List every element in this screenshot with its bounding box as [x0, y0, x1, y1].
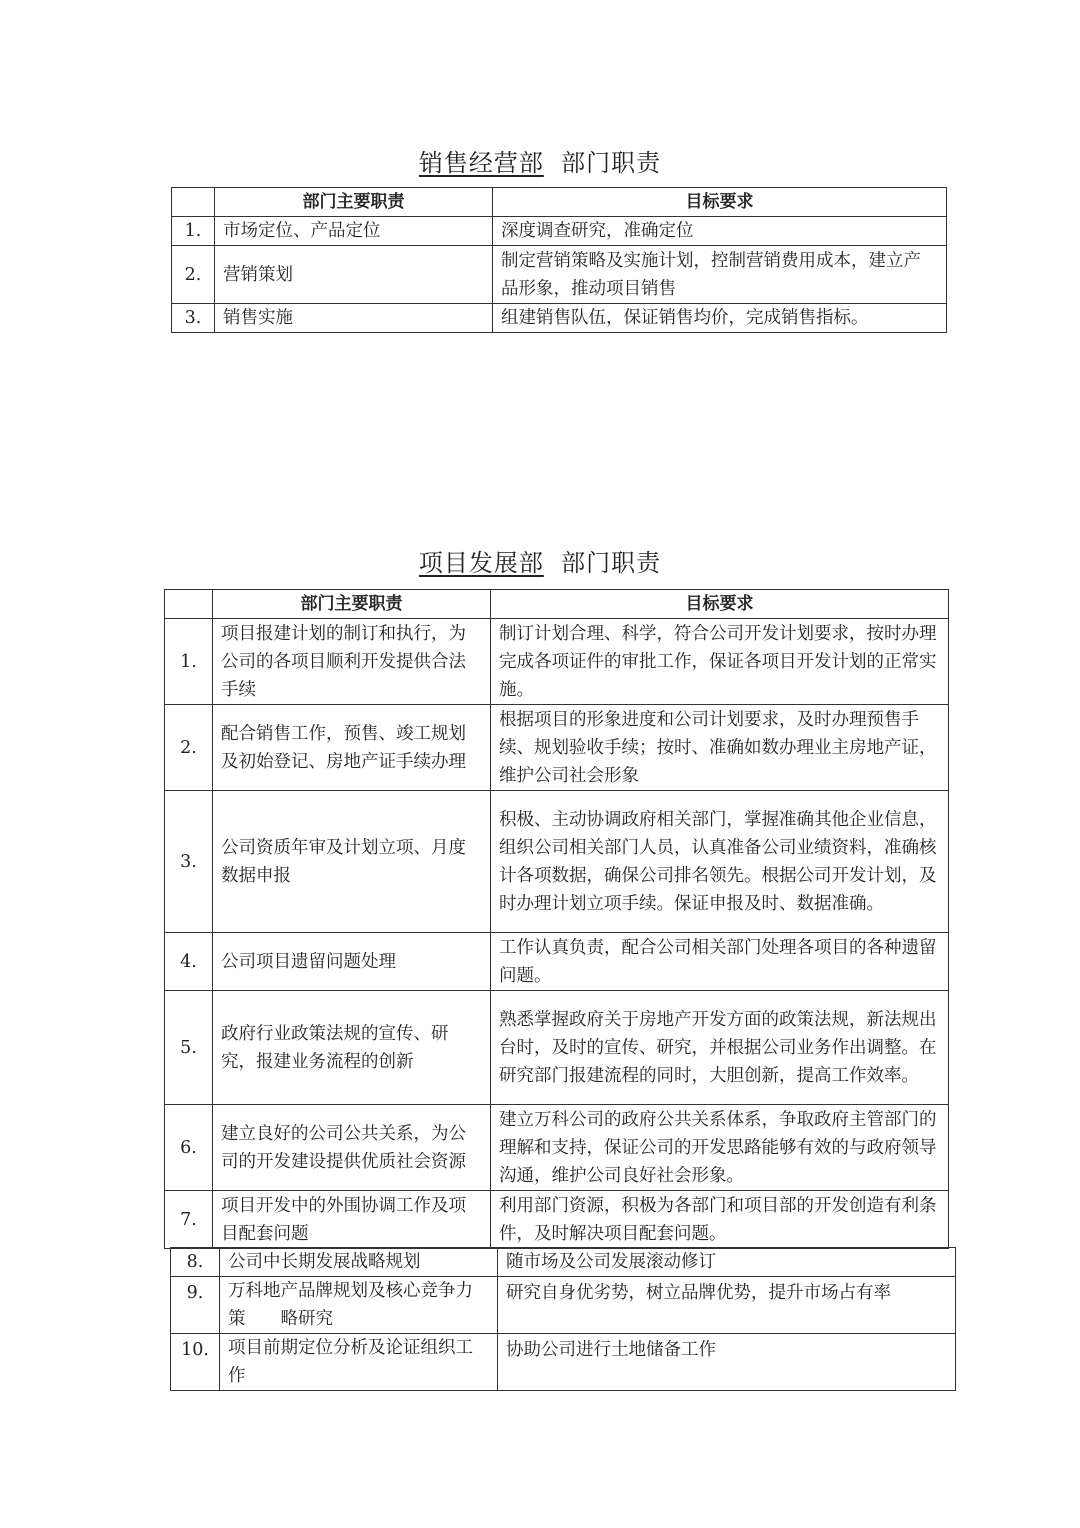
project-development-extra-table	[170, 1247, 956, 1391]
duty-cell: 政府行业政策法规的宣传、研究，报建业务流程的创新	[213, 991, 491, 1105]
table-header-row	[172, 188, 947, 217]
table-row	[171, 1334, 956, 1391]
goal-cell: 利用部门资源，积极为各部门和项目部的开发创造有利条件，及时解决项目配套问题。	[491, 1191, 949, 1249]
header-cell-goal: 目标要求	[493, 188, 947, 217]
row-number: 4.	[165, 933, 213, 991]
section2-title-rest: 部门职责	[561, 549, 662, 577]
row-number: 9.	[171, 1277, 220, 1334]
table-row	[172, 304, 947, 333]
goal-cell: 深度调查研究，准确定位	[493, 217, 947, 246]
goal-cell: 建立万科公司的政府公共关系体系，争取政府主管部门的理解和支持，保证公司的开发思路能够有效的与政府领导沟通，维护公司良好社会形象。	[491, 1105, 949, 1191]
section1-title	[0, 143, 1080, 178]
section2-title-dept: 项目发展部	[418, 549, 544, 577]
duty-cell: 市场定位、产品定位	[215, 217, 493, 246]
row-number: 1.	[172, 217, 215, 246]
table-row	[165, 705, 949, 791]
section1-title-dept: 销售经营部	[418, 149, 544, 177]
section1-title-rest: 部门职责	[561, 149, 662, 177]
header-cell-no	[172, 188, 215, 217]
table-row	[165, 619, 949, 705]
goal-cell: 协助公司进行土地储备工作	[498, 1334, 956, 1391]
table-row	[171, 1277, 956, 1334]
row-number: 3.	[165, 791, 213, 933]
goal-cell: 随市场及公司发展滚动修订	[498, 1248, 956, 1277]
header-cell-no	[165, 590, 213, 619]
duty-cell: 配合销售工作，预售、竣工规划及初始登记、房地产证手续办理	[213, 705, 491, 791]
table-row	[165, 933, 949, 991]
goal-cell: 根据项目的形象进度和公司计划要求，及时办理预售手续、规划验收手续；按时、准确如数办理业主房地产证，维护公司社会形象	[491, 705, 949, 791]
table-row	[172, 246, 947, 304]
header-cell-duty: 部门主要职责	[215, 188, 493, 217]
goal-cell: 组建销售队伍，保证销售均价，完成销售指标。	[493, 304, 947, 333]
duty-cell: 项目前期定位分析及论证组织工作	[220, 1334, 498, 1391]
table-row	[165, 791, 949, 933]
row-number: 3.	[172, 304, 215, 333]
project-development-duties-table	[164, 589, 949, 1249]
table-row	[165, 991, 949, 1105]
row-number: 7.	[165, 1191, 213, 1249]
duty-cell: 建立良好的公司公共关系，为公司的开发建设提供优质社会资源	[213, 1105, 491, 1191]
section2-title	[0, 543, 1080, 578]
duty-cell: 营销策划	[215, 246, 493, 304]
goal-cell: 熟悉掌握政府关于房地产开发方面的政策法规，新法规出台时，及时的宣传、研究，并根据公司业务作出调整。在研究部门报建流程的同时，大胆创新，提高工作效率。	[491, 991, 949, 1105]
duty-cell: 万科地产品牌规划及核心竞争力策 略研究	[220, 1277, 498, 1334]
duty-cell: 销售实施	[215, 304, 493, 333]
sales-duties-table	[171, 187, 947, 333]
row-number: 5.	[165, 991, 213, 1105]
duty-cell: 公司资质年审及计划立项、月度数据申报	[213, 791, 491, 933]
goal-cell: 制订计划合理、科学，符合公司开发计划要求，按时办理完成各项证件的审批工作，保证各项目开发计划的正常实施。	[491, 619, 949, 705]
duty-cell: 项目开发中的外围协调工作及项目配套问题	[213, 1191, 491, 1249]
table-row	[165, 1191, 949, 1249]
row-number: 1.	[165, 619, 213, 705]
table-row	[165, 1105, 949, 1191]
row-number: 10.	[171, 1334, 220, 1391]
duty-cell: 公司中长期发展战略规划	[220, 1248, 498, 1277]
duty-cell: 项目报建计划的制订和执行，为公司的各项目顺利开发提供合法手续	[213, 619, 491, 705]
table-row	[171, 1248, 956, 1277]
header-cell-goal: 目标要求	[491, 590, 949, 619]
row-number: 8.	[171, 1248, 220, 1277]
table-row	[172, 217, 947, 246]
goal-cell: 工作认真负责，配合公司相关部门处理各项目的各种遗留问题。	[491, 933, 949, 991]
header-cell-duty: 部门主要职责	[213, 590, 491, 619]
row-number: 6.	[165, 1105, 213, 1191]
duty-cell: 公司项目遗留问题处理	[213, 933, 491, 991]
table-header-row	[165, 590, 949, 619]
row-number: 2.	[172, 246, 215, 304]
goal-cell: 制定营销策略及实施计划，控制营销费用成本，建立产品形象，推动项目销售	[493, 246, 947, 304]
goal-cell: 研究自身优劣势，树立品牌优势，提升市场占有率	[498, 1277, 956, 1334]
goal-cell: 积极、主动协调政府相关部门，掌握准确其他企业信息，组织公司相关部门人员，认真准备公司业绩资料，准确核计各项数据，确保公司排名领先。根据公司开发计划，及时办理计划立项手续。保证申报及时、数据准确。	[491, 791, 949, 933]
row-number: 2.	[165, 705, 213, 791]
